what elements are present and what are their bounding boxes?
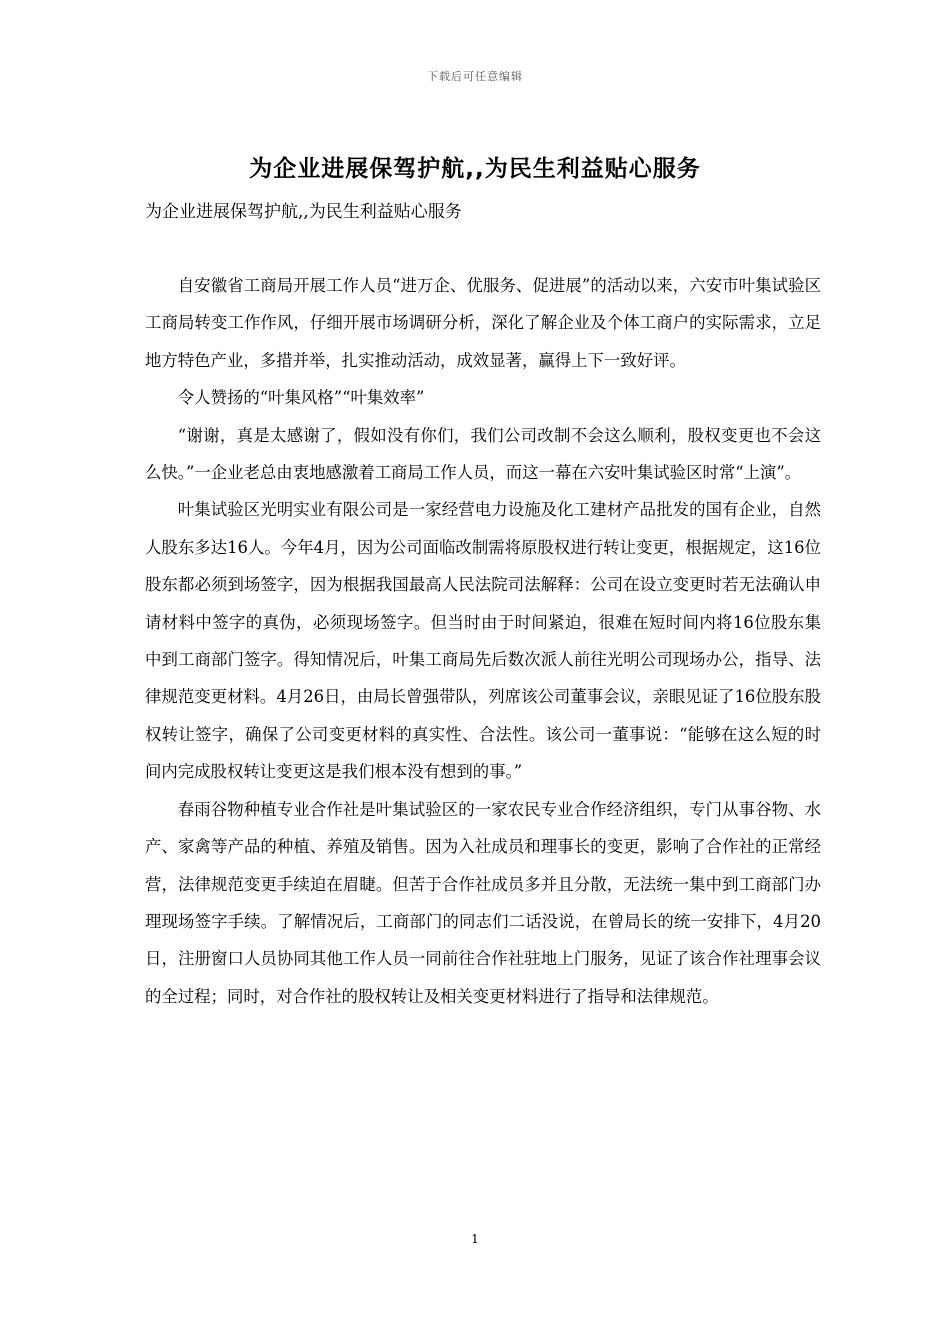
header-note: 下载后可任意编辑 [427, 70, 523, 83]
document-title: 为企业进展保驾护航,,为民生利益贴心服务 [249, 156, 701, 182]
paragraph-guangming: 叶集试验区光明实业有限公司是一家经营电力设施及化工建材产品批发的国有企业，自然人股东多达16人。今年4月，因为公司面临改制需将原股权进行转让变更，根据规定，这16位股东都必须到场签字，因为根据我国最高人民法院司法解释：公司在设立变更时若无法确认申请材料中签字的真伪，必须现场签字。但当时由于时间紧迫，很难在短时间内将16位股东集中到工商部门签字。得知情况后，叶集工商局先后数次派人前往光明公司现场办公，指导、法律规范变更材料。4月26日，由局长曾强带队，列席该公司董事会议，亲眼见证了16位股东股权转让签字，确保了公司变更材料的真实性、合法性。该公司一董事说：“能够在这么短的时间内完成股权转让变更这是我们根本没有想到的事。” [145, 500, 821, 782]
paragraph-heading: 令人赞扬的“叶集风格”“叶集效率” [177, 388, 425, 408]
document-body [145, 267, 821, 1015]
document-subtitle: 为企业进展保驾护航,,为民生利益贴心服务 [145, 202, 462, 222]
page-number: 1 [471, 1232, 479, 1246]
paragraph-quote: “谢谢，真是太感谢了，假如没有你们，我们公司改制不会这么顺利，股权变更也不会这么快。”一企业老总由衷地感激着工商局工作人员，而这一幕在六安叶集试验区时常“上演”。 [145, 425, 821, 483]
paragraph-chunyu: 春雨谷物种植专业合作社是叶集试验区的一家农民专业合作经济组织，专门从事谷物、水产、家禽等产品的种植、养殖及销售。因为入社成员和理事长的变更，影响了合作社的正常经营，法律规范变更手续迫在眉睫。但苦于合作社成员多并且分散，无法统一集中到工商部门办理现场签字手续。了解情况后，工商部门的同志们二话没说，在曾局长的统一安排下，4月20日，注册窗口人员协同其他工作人员一同前往合作社驻地上门服务，见证了该合作社理事会议的全过程；同时，对合作社的股权转让及相关变更材料进行了指导和法律规范。 [145, 799, 821, 1006]
paragraph-intro: 自安徽省工商局开展工作人员“进万企、优服务、促进展”的活动以来，六安市叶集试验区工商局转变工作作风，仔细开展市场调研分析，深化了解企业及个体工商户的实际需求，立足地方特色产业，多措并举，扎实推动活动，成效显著，赢得上下一致好评。 [145, 276, 821, 370]
